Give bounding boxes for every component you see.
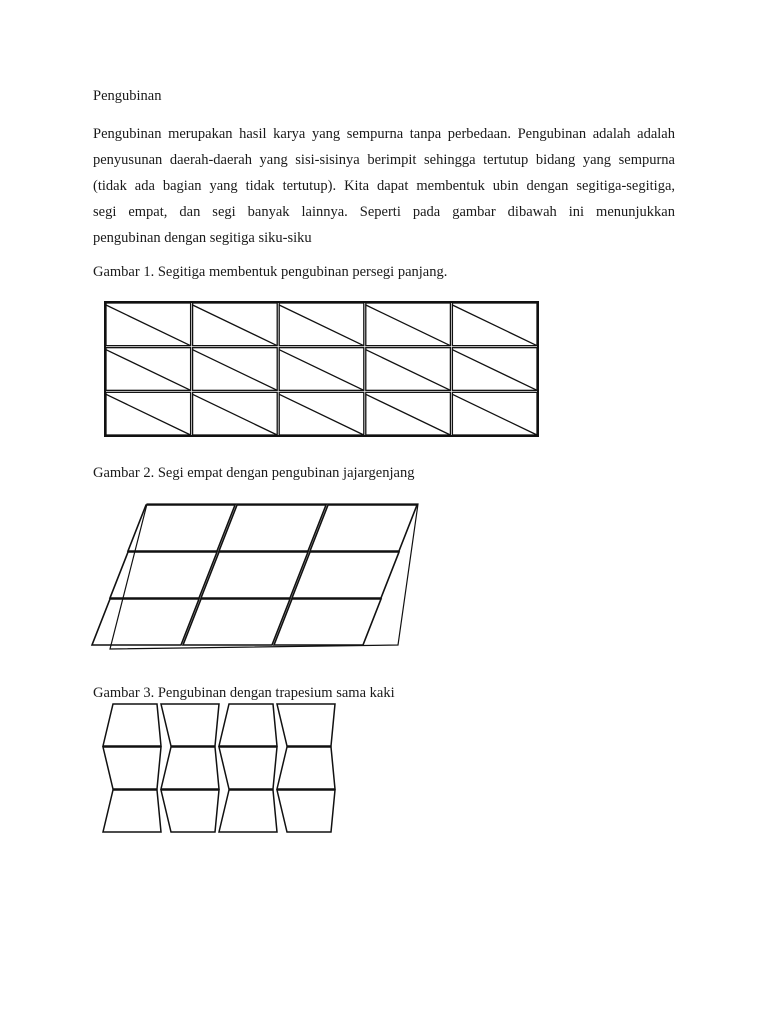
trapezoid-tile bbox=[277, 747, 335, 789]
trapezoid-tile bbox=[161, 704, 219, 746]
trapezoid-tile bbox=[161, 790, 219, 832]
trapezoid-tile bbox=[219, 747, 277, 789]
paragraph-line: segi empat, dan segi banyak lainnya. Seperti pada gambar dibawah ini menunjukkan bbox=[93, 204, 675, 220]
paragraph-line: pengubinan dengan segitiga siku-siku bbox=[93, 230, 312, 246]
figure-3-caption: Gambar 3. Pengubinan dengan trapesium sama kaki bbox=[93, 685, 395, 701]
figure-2-caption: Gambar 2. Segi empat dengan pengubinan jajargenjang bbox=[93, 465, 415, 481]
trapezoid-tile bbox=[277, 704, 335, 746]
trapezoid-tile bbox=[103, 790, 161, 832]
trapezoid-tile bbox=[219, 704, 277, 746]
page-title: Pengubinan bbox=[93, 88, 162, 104]
trapezoid-tile bbox=[161, 747, 219, 789]
trapezoid-tile bbox=[103, 704, 161, 746]
paragraph-line: (tidak ada bagian yang tidak tertutup). Kita dapat membentuk ubin dengan segitiga-segitiga, bbox=[93, 178, 675, 194]
paragraph-line: penyusunan daerah-daerah yang sisi-sisinya berimpit sehingga tertutup bidang yang sempurna bbox=[93, 152, 675, 168]
figure-1-caption: Gambar 1. Segitiga membentuk pengubinan persegi panjang. bbox=[93, 264, 448, 280]
paragraph-line: Pengubinan merupakan hasil karya yang sempurna tanpa perbedaan. Pengubinan adalah adalah bbox=[93, 126, 675, 142]
trapezoid-tile bbox=[277, 790, 335, 832]
trapezoid-tile bbox=[103, 747, 161, 789]
trapezoid-tile bbox=[219, 790, 277, 832]
